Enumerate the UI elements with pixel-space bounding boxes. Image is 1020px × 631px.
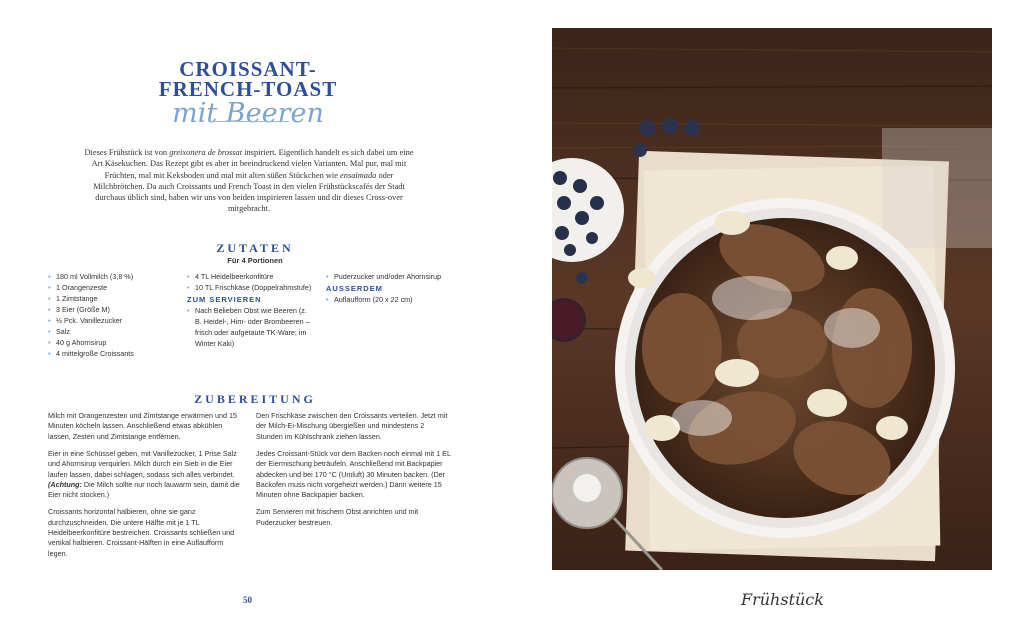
portions-label: Für 4 Portionen xyxy=(227,256,283,265)
preparation-left-column xyxy=(48,411,244,566)
preparation-heading: ZUBEREITUNG xyxy=(194,392,316,406)
ingredient-item: • Nach Belieben Obst wie Beeren (z. B. Heidel-, Him- oder Brombeeren – frisch oder aufgetaute TK-Ware; im Winter Kaki) xyxy=(187,305,312,349)
ingredient-item: • 180 ml Vollmilch (3,8 %) xyxy=(48,271,178,282)
prep-step: Eier in eine Schüssel geben, mit Vanillezucker, 1 Prise Salz und Ahornsirup verquirlen. Milch durch ein Sieb in die Eier laufen lassen, dabei schlagen, sodass sich alles verbindet. (Achtung: Die Milch sollte nur noch lauwarm sein, damit die Eier nicht stocken.) xyxy=(48,448,240,500)
script-underline xyxy=(209,121,289,122)
preparation-right-column xyxy=(256,411,452,535)
ingredient-item: • 1 Zimtstange xyxy=(48,293,178,304)
ingredient-item: • 3 Eier (Größe M) xyxy=(48,304,178,315)
ingredient-item: • 10 TL Frischkäse (Doppelrahmstufe) xyxy=(187,282,312,293)
ingredient-item: • Auflaufform (20 x 22 cm) xyxy=(326,294,446,305)
ingredient-item: • 40 g Ahornsirup xyxy=(48,337,178,348)
prep-step: Jedes Croissant-Stück vor dem Backen noch einmal mit 1 EL der Eiermischung beträufeln. Anschließend mit Backpapier abdecken und bei 170 °C (Umluft) 30 Minuten backen. (Der Backofen muss nicht vorgeheizt werden.) Dann weitere 15 Minuten ohne Backpapier backen. xyxy=(256,448,451,500)
recipe-intro: Dieses Frühstück ist von greixonera de brossat inspiriert. Eigentlich handelt es sich dabei um eine Art Käsekuchen. Das Rezept gibt es aber in beeindruckend vielen Varianten. Mal pur, mal mit Früchten, mal mit Keksboden und mal mit alten süßen Stückchen wie ensaïmada oder Milchbrötchen. Da auch Croissants und French Toast in den vielen Frühstückscafés der Stadt durchaus üblich sind, haben wir uns von beiden inspirieren lassen und dir dieses Cross-over mitgebracht. xyxy=(84,148,414,214)
extra-heading: AUSSERDEM xyxy=(326,284,383,293)
photo-illustration xyxy=(552,28,992,570)
prep-step: Milch mit Orangenzesten und Zimtstange erwärmen und 15 Minuten köcheln lassen. Anschließend etwas abkühlen lassen, Zesten und Zimtstange entfernen. xyxy=(48,411,237,441)
prep-step: Den Frischkäse zwischen den Croissants verteilen. Jetzt mit der Milch-Ei-Mischung übergießen und mindestens 2 Stunden im Kühlschrank ziehen lassen. xyxy=(256,411,448,441)
prep-step: Croissants horizontal halbieren, ohne sie ganz durchzuschneiden. Die untere Hälfte mit je 1 TL Heidelbeerkonfitüre bestreichen. Croissants schließen und vertikal halbieren. Croissant-Hälften in eine Auflaufform legen. xyxy=(48,507,235,558)
ingredients-column-3 xyxy=(326,271,446,305)
ingredient-item: • 4 mittelgroße Croissants xyxy=(48,348,178,359)
ingredient-item: • ½ Pck. Vanillezucker xyxy=(48,315,178,326)
page-number: 50 xyxy=(243,595,252,605)
recipe-photo xyxy=(552,28,992,570)
section-label-script: Frühstück xyxy=(741,590,824,609)
recipe-title-line2: FRENCH-TOAST xyxy=(158,77,338,101)
ingredient-item: • 4 TL Heidelbeerkonfitüre xyxy=(187,271,312,282)
serving-heading: ZUM SERVIEREN xyxy=(187,295,262,304)
recipe-title-line1: CROISSANT- xyxy=(179,57,317,81)
ingredient-item: • 1 Orangenzeste xyxy=(48,282,178,293)
ingredient-item: • Puderzucker und/oder Ahornsirup xyxy=(326,271,446,282)
ingredients-column-1 xyxy=(48,271,178,359)
ingredients-heading: ZUTATEN xyxy=(216,241,294,255)
ingredients-column-2 xyxy=(187,271,312,349)
prep-step: Zum Servieren mit frischem Obst anrichten und mit Puderzucker bestreuen. xyxy=(256,507,419,527)
ingredient-item: • Salz xyxy=(48,326,178,337)
recipe-subtitle-script: mit Beeren xyxy=(172,98,324,129)
